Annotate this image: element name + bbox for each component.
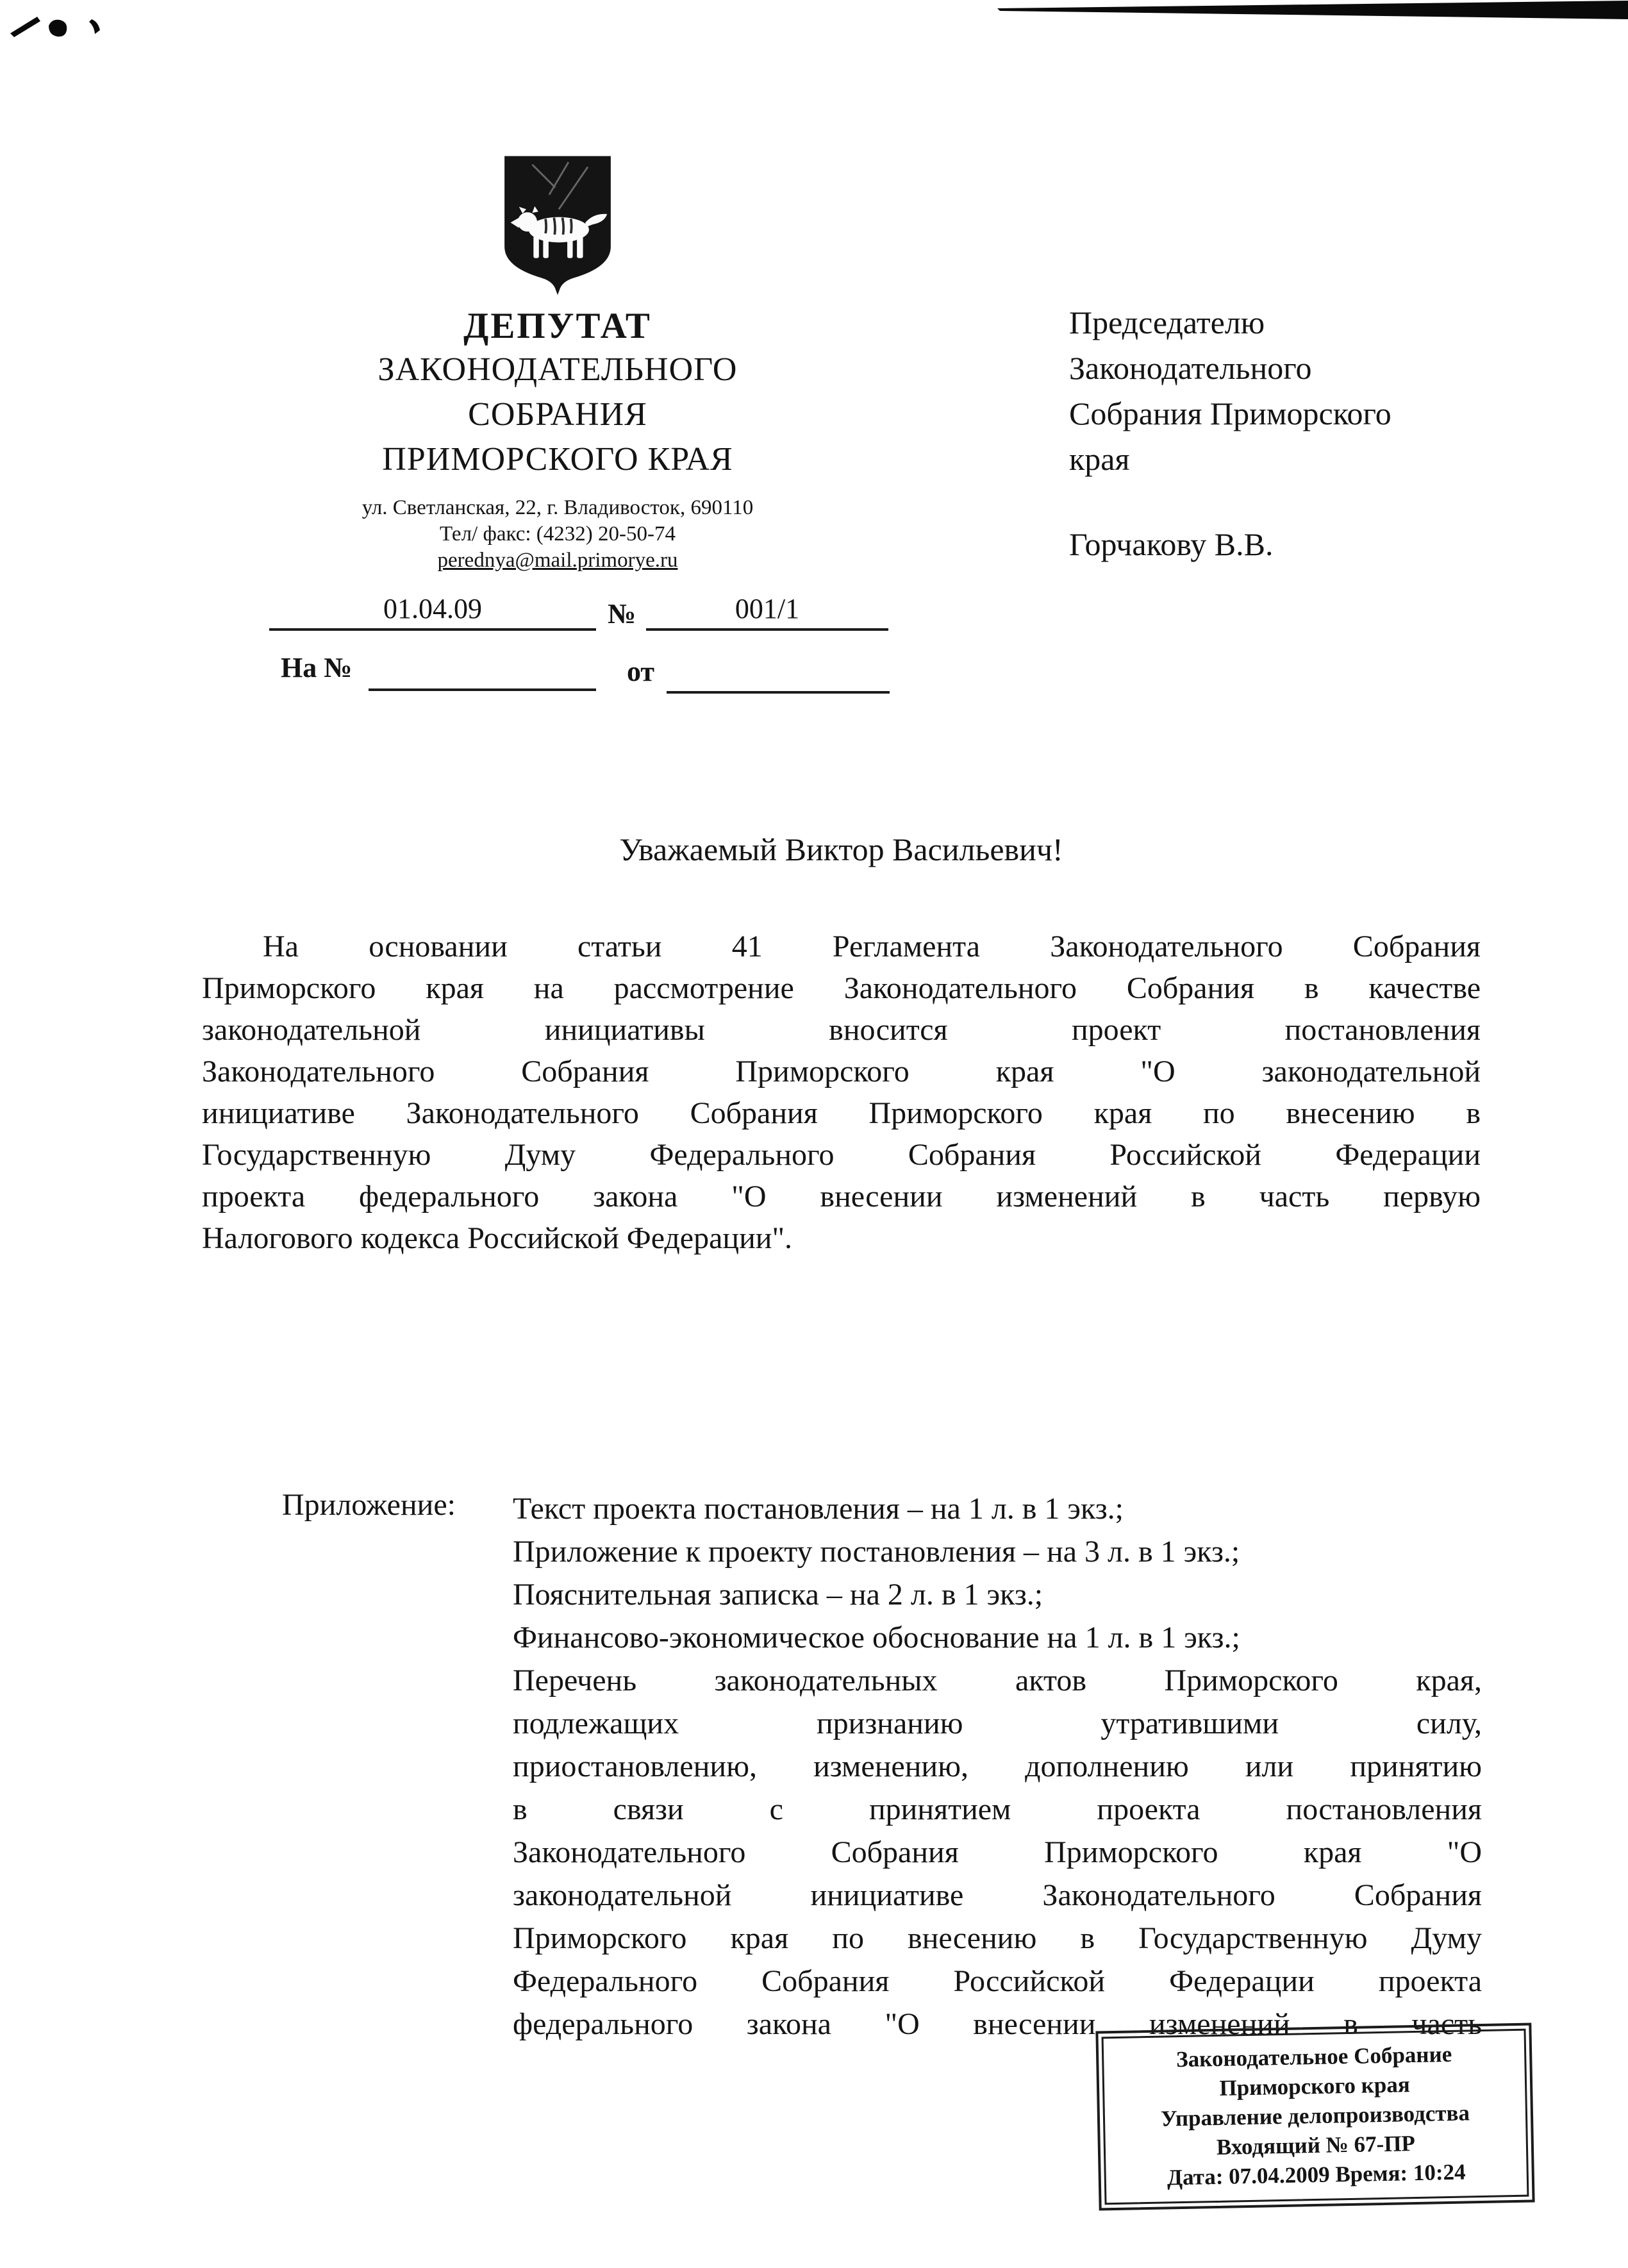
attachments-list [513, 1487, 1482, 2046]
stamp-department: Управление делопроизводства [1160, 2100, 1470, 2131]
stamp-inner-border [1102, 2029, 1529, 2205]
body-line: На основании статьи 41 Регламента Законодательного Собрания [263, 930, 1481, 963]
primorsky-krai-coat-of-arms-icon [497, 151, 619, 296]
attachment-item-line: Приморского края по внесению в Государственную Думу [513, 1921, 1482, 1955]
attachment-item: Текст проекта постановления – на 1 л. в 1 экз.; [513, 1492, 1124, 1526]
stamp-org-line: Приморского края [1219, 2072, 1411, 2101]
reply-to-number-field [369, 653, 596, 691]
body-line: Налогового кодекса Российской Федерации". [202, 1221, 793, 1255]
letterhead-org-line1: ЗАКОНОДАТЕЛЬНОГО [378, 351, 738, 388]
addressee-line: края [1069, 441, 1130, 477]
stamp-incoming-number: Входящий № 67-ПР [1216, 2131, 1416, 2160]
reply-from-label: от [627, 656, 655, 687]
addressee-block [1069, 300, 1479, 567]
outgoing-date-field: 01.04.09 [269, 592, 596, 631]
addressee-line: Законодательного [1069, 350, 1312, 386]
attachment-item: Пояснительная записка – на 2 л. в 1 экз.; [513, 1578, 1043, 1612]
incoming-registration-stamp [1095, 2022, 1534, 2210]
reply-to-label: На № [281, 652, 353, 683]
letterhead-org-line3: ПРИМОРСКОГО КРАЯ [382, 441, 733, 478]
body-line: Приморского края на рассмотрение Законодательного Собрания в качестве [202, 971, 1481, 1005]
attachment-item-line: Законодательного Собрания Приморского края "О [513, 1835, 1482, 1869]
attachment-item-line: приостановлению, изменению, дополнению или принятию [513, 1749, 1482, 1783]
attachment-item-line: подлежащих признанию утратившими силу, [513, 1706, 1482, 1740]
letterhead-contacts [304, 495, 811, 574]
attachment-item-line: Федерального Собрания Российской Федерации проекта [513, 1964, 1482, 1998]
letterhead-phone: Тел/ факс: (4232) 20-50-74 [440, 522, 676, 546]
body-line: законодательной инициативы вносится проект постановления [202, 1013, 1481, 1047]
letterhead-org-line2: СОБРАНИЯ [468, 396, 647, 433]
stamp-date-time: Дата: 07.04.2009 Время: 10:24 [1167, 2159, 1466, 2190]
body-line: проекта федерального закона "О внесении изменений в часть первую [202, 1180, 1481, 1213]
number-sign-label: № [608, 598, 636, 630]
letterhead [304, 151, 811, 574]
reply-from-date-field [667, 655, 890, 694]
outgoing-number-field: 001/1 [646, 592, 888, 631]
addressee-line: Председателю [1069, 304, 1265, 340]
attachment-item-line: в связи с принятием проекта постановления [513, 1792, 1482, 1826]
attachment-item-line: федерального закона "О внесении изменений в часть [513, 2007, 1482, 2041]
body-line: Государственную Думу Федерального Собрания Российской Федерации [202, 1138, 1481, 1172]
attachments-label: Приложение: [282, 1488, 456, 1522]
attachment-item: Финансово-экономическое обоснование на 1 л. в 1 экз.; [513, 1621, 1240, 1655]
scan-edge-streak [0, 0, 1628, 26]
pen-marks-icon [0, 0, 192, 77]
addressee-name: Горчакову В.В. [1069, 526, 1274, 562]
letterhead-org-type: ДЕПУТАТ [463, 306, 652, 346]
attachment-item-line: законодательной инициативе Законодательного Собрания [513, 1878, 1482, 1912]
attachment-item: Приложение к проекту постановления – на 3 л. в 1 экз.; [513, 1535, 1240, 1569]
body-line: инициативе Законодательного Собрания Приморского края по внесению в [202, 1096, 1481, 1130]
body-line: Законодательного Собрания Приморского края "О законодательной [202, 1055, 1481, 1088]
letter-body [202, 926, 1481, 1259]
salutation: Уважаемый Виктор Васильевич! [619, 831, 1063, 867]
letterhead-address: ул. Светланская, 22, г. Владивосток, 690110 [361, 496, 754, 519]
addressee-line: Собрания Приморского [1069, 396, 1391, 431]
attachment-item-line: Перечень законодательных актов Приморского края, [513, 1663, 1482, 1697]
stamp-org-line: Законодательное Собрание [1175, 2041, 1452, 2072]
letterhead-email: perednya@mail.primorye.ru [437, 549, 678, 572]
